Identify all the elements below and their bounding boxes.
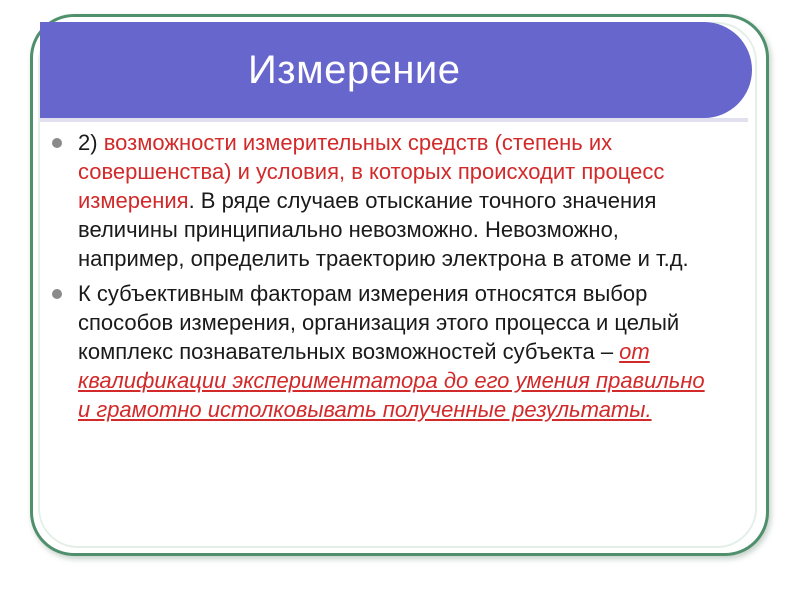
bullet-item-2 bbox=[52, 279, 712, 424]
bullet-1-text: . В ряде случаев отыскание точного значения величины принципиально невозможно. Невозможно, например, определить траекторию электрона в атоме и т.д. bbox=[78, 188, 689, 271]
bullet-dot-icon bbox=[52, 138, 62, 148]
bullet-1-number: 2) bbox=[78, 130, 104, 155]
bullet-dot-icon bbox=[52, 289, 62, 299]
bullet-2-link[interactable]: от квалификации экспериментатора до его умения правильно и грамотно истолковывать полученные результаты. bbox=[78, 339, 705, 422]
slide-title: Измерение bbox=[248, 47, 461, 92]
slide-content bbox=[52, 128, 712, 430]
bullet-2-text: К субъективным факторам измерения относятся выбор способов измерения, организация этого процесса и целый комплекс познавательных возможностей субъекта – bbox=[78, 281, 680, 364]
bullet-1-highlight: возможности измерительных средств (степень их совершенства) и условия, в которых происходит процесс измерения bbox=[78, 130, 665, 213]
title-banner-shadow bbox=[40, 118, 748, 122]
bullet-item-1 bbox=[52, 128, 712, 273]
